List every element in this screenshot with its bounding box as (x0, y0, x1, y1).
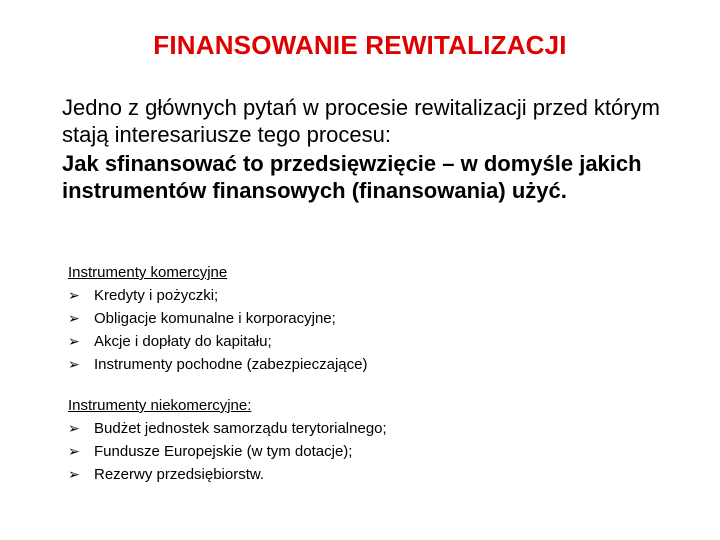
list-item (68, 417, 668, 440)
list-item-text: Kredyty i pożyczki; (94, 287, 219, 304)
list-item-text: Obligacje komunalne i korporacyjne; (94, 310, 336, 327)
list-item (68, 353, 668, 376)
list-item-text: Instrumenty pochodne (zabezpieczające) (94, 356, 368, 373)
commercial-instruments-list (68, 284, 668, 376)
commercial-instruments-heading: Instrumenty komercyjne (68, 264, 228, 281)
intro-key-question: Jak sfinansować to przedsięwzięcie – w domyśle jakich instrumentów finansowych (finansowania) użyć. (62, 151, 642, 203)
intro-question-text: Jedno z głównych pytań w procesie rewitalizacji przed którym stają interesariusze tego procesu: (62, 95, 660, 147)
commercial-instruments-section (68, 261, 668, 376)
noncommercial-instruments-heading: Instrumenty niekomercyjne: (68, 397, 252, 414)
arrowhead-right-icon: ➢ (68, 356, 80, 372)
list-item-text: Budżet jednostek samorządu terytorialnego; (94, 420, 387, 437)
list-item (68, 330, 668, 353)
list-item-text: Rezerwy przedsiębiorstw. (94, 466, 265, 483)
list-item (68, 440, 668, 463)
arrowhead-right-icon: ➢ (68, 466, 80, 482)
list-item-text: Fundusze Europejskie (w tym dotacje); (94, 443, 353, 460)
list-item-text: Akcje i dopłaty do kapitału; (94, 333, 272, 350)
arrowhead-right-icon: ➢ (68, 310, 80, 326)
list-item (68, 284, 668, 307)
list-item (68, 463, 668, 486)
noncommercial-instruments-section (68, 394, 668, 486)
noncommercial-instruments-list (68, 417, 668, 486)
arrowhead-right-icon: ➢ (68, 420, 80, 436)
intro-paragraph (62, 94, 682, 204)
arrowhead-right-icon: ➢ (68, 333, 80, 349)
slide-title: FINANSOWANIE REWITALIZACJI (153, 30, 567, 60)
arrowhead-right-icon: ➢ (68, 287, 80, 303)
arrowhead-right-icon: ➢ (68, 443, 80, 459)
list-item (68, 307, 668, 330)
